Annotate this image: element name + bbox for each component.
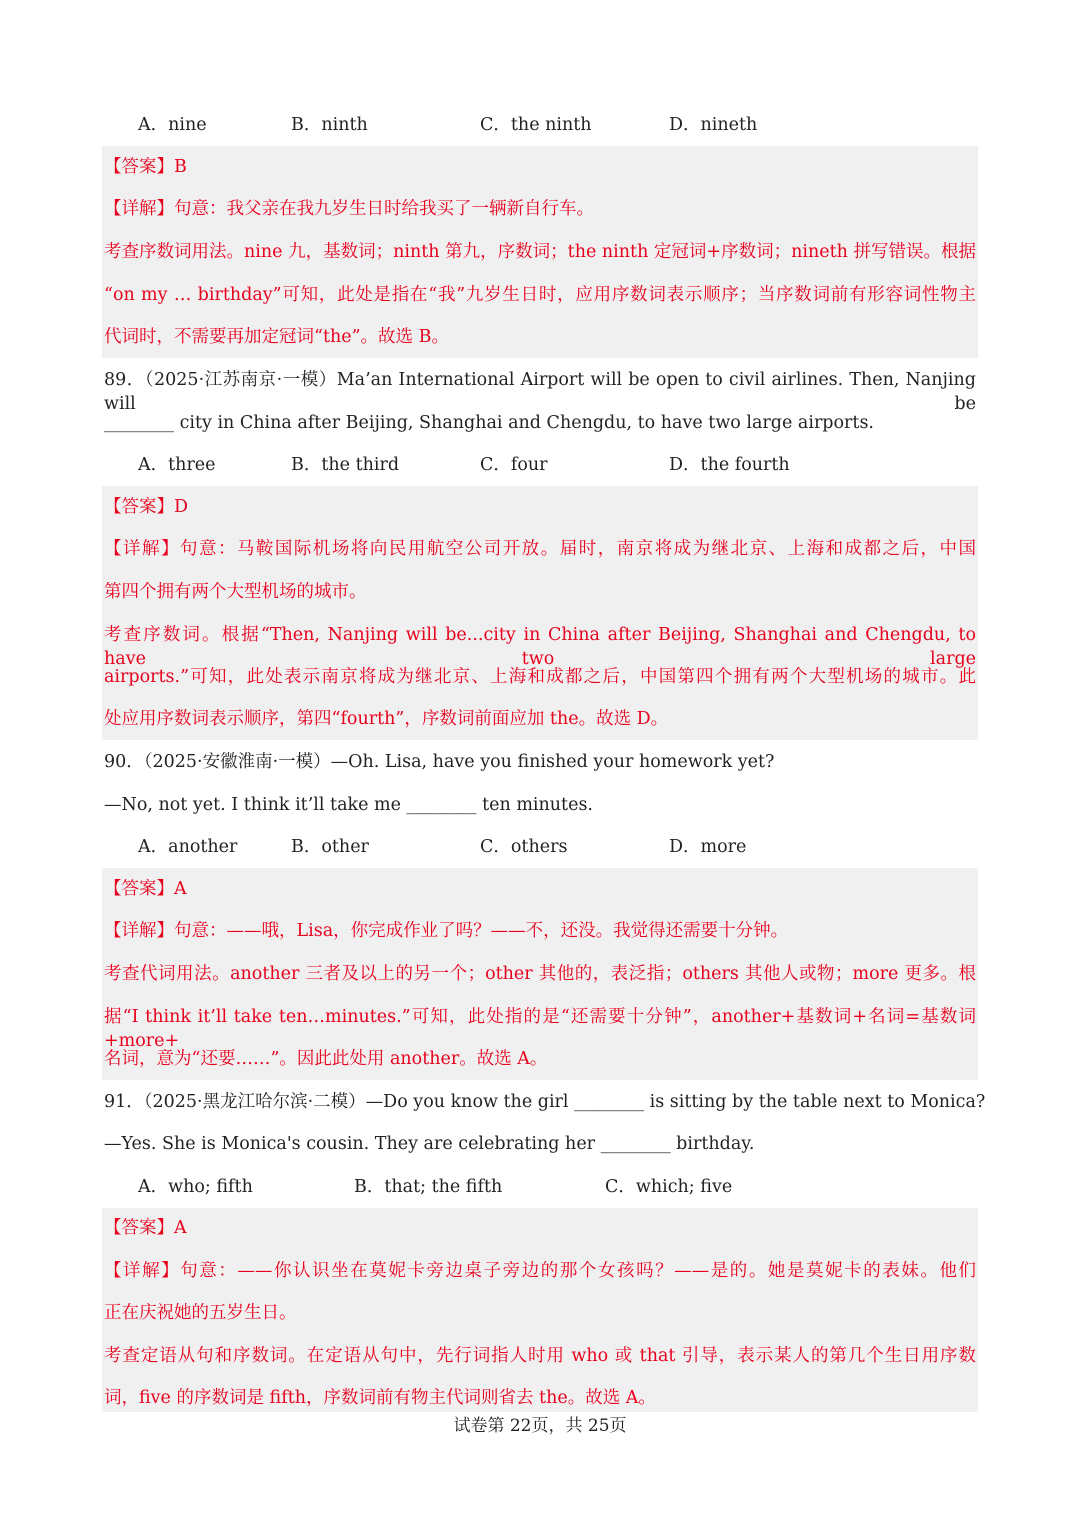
q89-stem-line-1: 89．（2025·江苏南京·一模）Ma’an International Airport will be open to civil airlines. Then, Nanjing will be bbox=[104, 370, 976, 414]
q91-answer: 【答案】A bbox=[104, 1218, 187, 1238]
q89-detail-line-5: 处应用序数词表示顺序，第四“fourth”，序数词前面应加 the。故选 D。 bbox=[104, 709, 669, 729]
q90-options bbox=[138, 835, 976, 859]
q90-stem-line-2: —No, not yet. I think it’ll take me ________ ten minutes. bbox=[104, 795, 593, 815]
option-a: A．three bbox=[138, 455, 216, 475]
q91-detail-meaning: 句意：——你认识坐在莫妮卡旁边桌子旁边的那个女孩吗？——是的。她是莫妮卡的表妹。他们 bbox=[180, 1261, 976, 1281]
option-a: A．nine bbox=[138, 115, 207, 135]
q89-answer-box bbox=[102, 486, 978, 740]
q91-detail-line-4: 词，five 的序数词是 fifth，序数词前有物主代词则省去 the。故选 A。 bbox=[104, 1388, 656, 1408]
option-a: A．who; fifth bbox=[138, 1177, 253, 1197]
q89-detail-line-3: 考查序数词。根据“Then, Nanjing will be...city in China after Beijing, Shanghai and Chengdu, to have two large bbox=[104, 625, 976, 669]
q88-options bbox=[138, 113, 976, 137]
q88-detail-line-3: “on my … birthday”可知，此处是指在“我”九岁生日时，应用序数词表示顺序；当序数词前有形容词性物主 bbox=[104, 285, 976, 305]
option-a: A．another bbox=[138, 837, 238, 857]
option-d: D．nineth bbox=[669, 115, 758, 135]
q89-detail-line-4: airports.”可知，此处表示南京将成为继北京、上海和成都之后，中国第四个拥有两个大型机场的城市。此 bbox=[104, 667, 976, 687]
q91-detail-line-3: 考查定语从句和序数词。在定语从句中，先行词指人时用 who 或 that 引导，表示某人的第几个生日用序数 bbox=[104, 1346, 976, 1366]
q89-stem-line-2: ________ city in China after Beijing, Shanghai and Chengdu, to have two large airports. bbox=[104, 413, 874, 433]
page-footer: 试卷第 22页，共 25页 bbox=[453, 1416, 627, 1436]
option-b: B．ninth bbox=[291, 115, 368, 135]
q88-answer: 【答案】B bbox=[104, 157, 187, 177]
q90-detail-line-2: 考查代词用法。another 三者及以上的另一个；other 其他的，表泛指；others 其他人或物；more 更多。根 bbox=[104, 964, 976, 984]
option-c: C．four bbox=[480, 455, 548, 475]
q91-options bbox=[138, 1175, 976, 1199]
q90-answer: 【答案】A bbox=[104, 879, 187, 899]
q88-detail-meaning: 句意：我父亲在我九岁生日时给我买了一辆新自行车。 bbox=[174, 199, 594, 219]
q88-detail-line-4: 代词时，不需要再加定冠词“the”。故选 B。 bbox=[104, 327, 449, 347]
option-c: C．which; five bbox=[605, 1177, 733, 1197]
q91-detail-line-1 bbox=[104, 1259, 976, 1283]
q91-stem-line-1: 91．（2025·黑龙江哈尔滨·二模）—Do you know the girl ________ is sitting by the table next to Monica? bbox=[104, 1092, 986, 1112]
option-c: C．others bbox=[480, 837, 568, 857]
q90-detail-label: 【详解】 bbox=[104, 921, 174, 941]
q88-detail-line-2: 考查序数词用法。nine 九，基数词；ninth 第九，序数词；the ninth 定冠词+序数词；nineth 拼写错误。根据 bbox=[104, 242, 976, 262]
q89-detail-meaning: 句意：马鞍国际机场将向民用航空公司开放。届时，南京将成为继北京、上海和成都之后，中国 bbox=[179, 539, 977, 559]
option-b: B．the third bbox=[291, 455, 400, 475]
q89-detail-label: 【详解】 bbox=[104, 539, 180, 559]
q90-detail-line-1 bbox=[104, 919, 788, 943]
q91-stem-line-2: —Yes. She is Monica's cousin. They are celebrating her ________ birthday. bbox=[104, 1134, 755, 1154]
q91-detail-label: 【详解】 bbox=[104, 1261, 181, 1281]
q90-detail-meaning: 句意：——哦，Lisa，你完成作业了吗？——不，还没。我觉得还需要十分钟。 bbox=[174, 921, 789, 941]
q90-stem-line-1: 90．（2025·安徽淮南·一模）—Oh. Lisa, have you finished your homework yet? bbox=[104, 752, 775, 772]
option-b: B．other bbox=[291, 837, 369, 857]
q89-options bbox=[138, 453, 976, 477]
q89-answer: 【答案】D bbox=[104, 497, 189, 517]
q89-detail-line-1 bbox=[104, 537, 976, 561]
q91-detail-line-2: 正在庆祝她的五岁生日。 bbox=[104, 1303, 297, 1323]
q88-detail-label: 【详解】 bbox=[104, 199, 174, 219]
q90-detail-line-3: 据“I think it’ll take ten…minutes.”可知，此处指的是“还需要十分钟”，another+基数词+名词=基数词+more+ bbox=[104, 1007, 976, 1051]
q90-detail-line-4: 名词，意为“还要……”。因此此处用 another。故选 A。 bbox=[104, 1049, 548, 1069]
option-d: D．more bbox=[669, 837, 747, 857]
q88-detail-line-1 bbox=[104, 197, 594, 221]
option-c: C．the ninth bbox=[480, 115, 592, 135]
option-d: D．the fourth bbox=[669, 455, 790, 475]
option-b: B．that; the fifth bbox=[354, 1177, 503, 1197]
q89-detail-line-2: 第四个拥有两个大型机场的城市。 bbox=[104, 582, 367, 602]
